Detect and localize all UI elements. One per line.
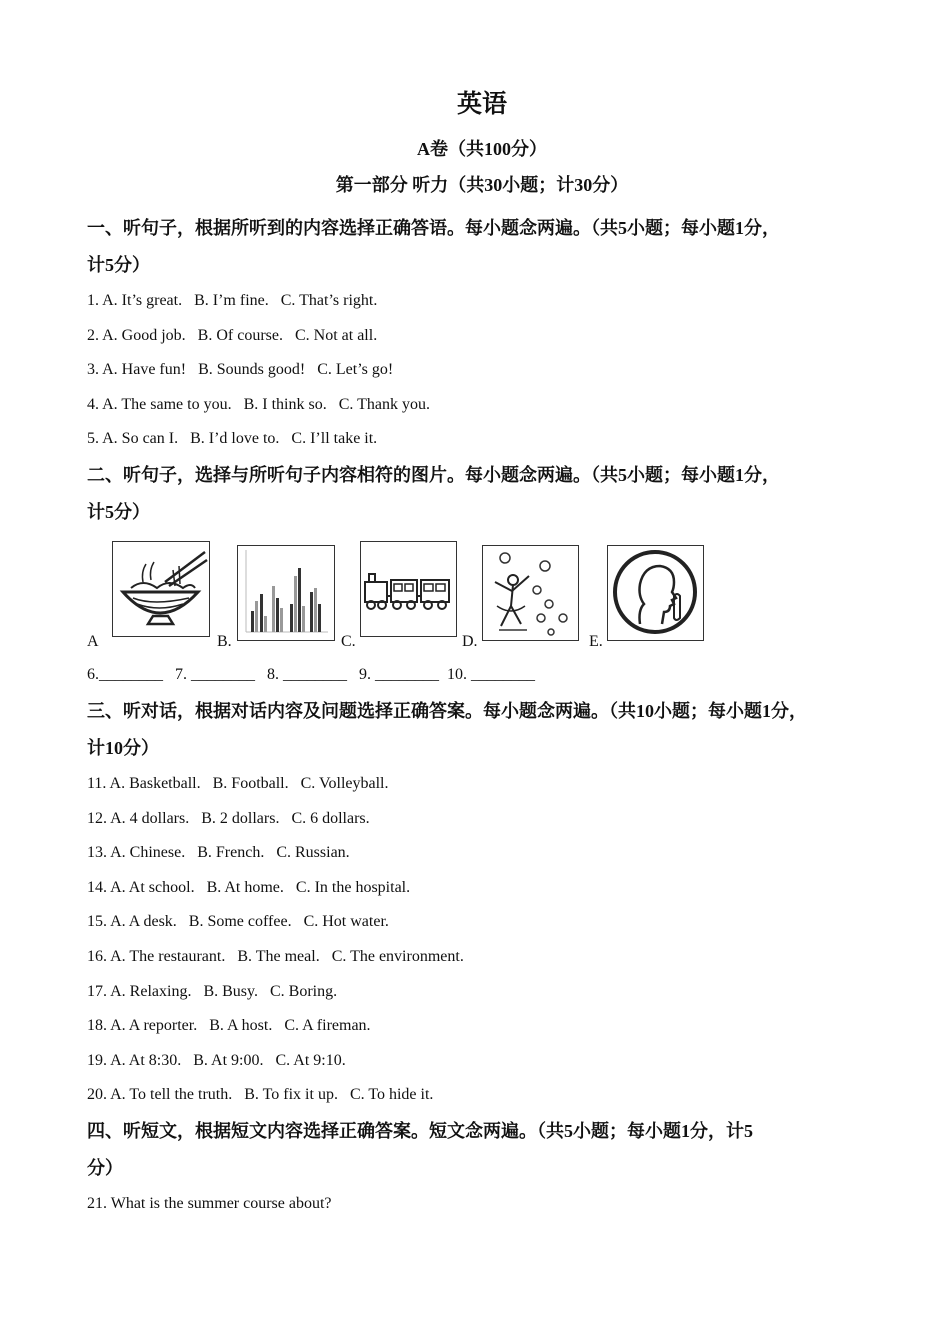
question-1: 1. A. It’s great. B. I’m fine. C. That’s right.: [87, 292, 378, 309]
question-13: 13. A. Chinese. B. French. C. Russian.: [87, 844, 350, 862]
toy-train-icon: [360, 541, 457, 637]
picture-label-c: C.: [341, 632, 356, 650]
question-4: 4. A. The same to you. B. I think so. C. Thank you.: [87, 395, 430, 413]
question-5: 5. A. So can I. B. I’d love to. C. I’ll take it.: [87, 430, 378, 448]
section2-heading-line1: 二、听句子，选择与所听句子内容相符的图片。每小题念两遍。（共5小题；每小题1分，: [87, 464, 780, 485]
answer-blanks: 6.________ 7. ________ 8. ________ 9. ________ 10. ________: [87, 665, 535, 683]
noodle-bowl-icon: [112, 541, 210, 637]
question-15: 15. A. A desk. B. Some coffee. C. Hot water.: [87, 913, 389, 931]
question-3: 3. A. Have fun! B. Sounds good! C. Let’s go!: [87, 361, 394, 379]
bar-chart-icon: [237, 545, 335, 641]
picture-label-b: B.: [217, 632, 232, 650]
page-title: 英语: [456, 91, 507, 118]
picture-label-a: A: [87, 632, 99, 650]
question-14: 14. A. At school. B. At home. C. In the hospital.: [87, 878, 411, 896]
exam-page: [87, 86, 877, 1222]
section4-heading-line1: 四、听短文，根据短文内容选择正确答案。短文念两遍。（共5小题；每小题1分，计5: [87, 1120, 753, 1141]
question-11: 11. A. Basketball. B. Football. C. Volleyball.: [87, 774, 389, 792]
picture-options: [87, 541, 877, 653]
section2-heading-line2: 计5分）: [87, 501, 150, 522]
section3-heading-line2: 计10分）: [87, 737, 159, 758]
part1-heading: 第一部分 听力（共30小题；计30分）: [335, 175, 629, 195]
question-2: 2. A. Good job. B. Of course. C. Not at all.: [87, 326, 378, 344]
dancing-figure-icon: [482, 545, 579, 641]
question-16: 16. A. The restaurant. B. The meal. C. The environment.: [87, 947, 464, 965]
section1-heading-line1: 一、听句子，根据所听到的内容选择正确答语。每小题念两遍。（共5小题；每小题1分，: [87, 218, 780, 238]
question-21: 21. What is the summer course about?: [87, 1194, 332, 1212]
section4-heading-line2: 分）: [87, 1157, 123, 1178]
picture-label-d: D.: [462, 632, 478, 650]
paper-a-heading: A卷（共100分）: [417, 139, 547, 159]
section3-heading-line1: 三、听对话，根据对话内容及问题选择正确答案。每小题念两遍。（共10小题；每小题1分，: [87, 700, 807, 721]
question-17: 17. A. Relaxing. B. Busy. C. Boring.: [87, 982, 338, 1000]
picture-label-e: E.: [589, 632, 603, 650]
question-12: 12. A. 4 dollars. B. 2 dollars. C. 6 dollars.: [87, 809, 370, 827]
question-20: 20. A. To tell the truth. B. To fix it up. C. To hide it.: [87, 1086, 434, 1104]
silent-face-icon: [607, 545, 704, 641]
question-18: 18. A. A reporter. B. A host. C. A fireman.: [87, 1017, 371, 1035]
question-19: 19. A. At 8:30. B. At 9:00. C. At 9:10.: [87, 1051, 346, 1069]
section1-heading-line2: 计5分）: [87, 255, 150, 275]
